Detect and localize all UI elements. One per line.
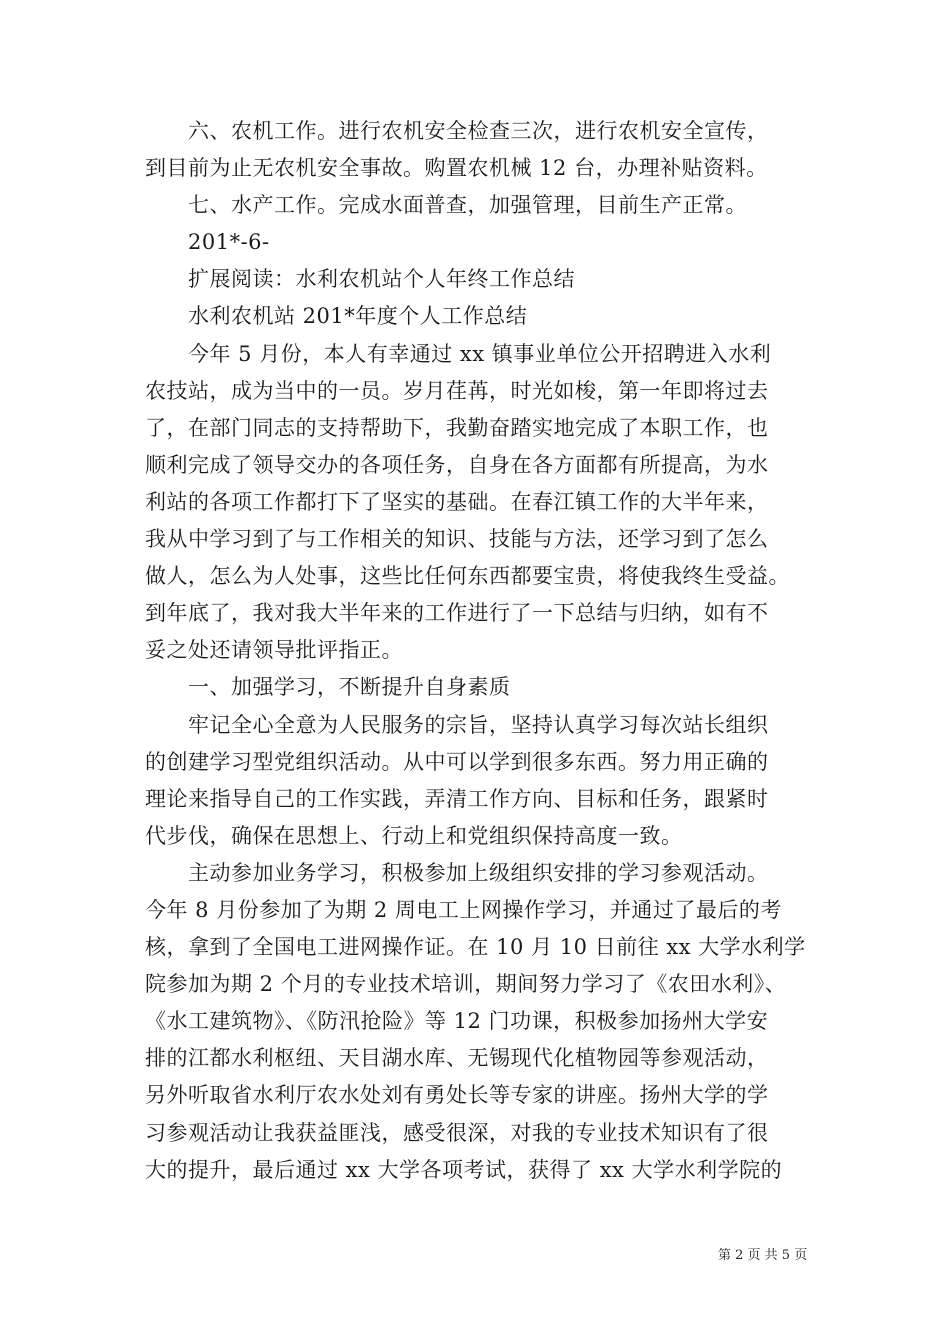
text-line: 理论来指导自己的工作实践，弄清工作方向、目标和任务，跟紧时 — [145, 786, 769, 811]
text-line: 牢记全心全意为人民服务的宗旨，坚持认真学习每次站长组织 — [145, 712, 769, 737]
text-line: 妥之处还请领导批评指正。 — [145, 638, 403, 663]
text-line: 我从中学习到了与工作相关的知识、技能与方法，还学习到了怎么 — [145, 527, 769, 552]
text-line: 做人，怎么为人处事，这些比任何东西都要宝贵，将使我终生受益。 — [145, 564, 790, 589]
text-line: 核，拿到了全国电工进网操作证。在 10 月 10 日前往 xx 大学水利学 — [145, 935, 806, 960]
text-line: 的创建学习型党组织活动。从中可以学到很多东西。努力用正确的 — [145, 749, 769, 774]
text-line: 习参观活动让我获益匪浅，感受很深，对我的专业技术知识有了很 — [145, 1120, 769, 1145]
text-line: 水利农机站 201*年度个人工作总结 — [145, 304, 528, 329]
text-line: 七、水产工作。完成水面普查，加强管理，目前生产正常。 — [145, 193, 747, 218]
text-line: 六、农机工作。进行农机安全检查三次，进行农机安全宣传， — [145, 119, 769, 143]
text-line: 今年 5 月份，本人有幸通过 xx 镇事业单位公开招聘进入水利 — [145, 341, 772, 366]
text-line: 大的提升，最后通过 xx 大学各项考试，获得了 xx 大学水利学院的 — [145, 1157, 783, 1182]
text-line: 今年 8 月份参加了为期 2 周电工上网操作学习，并通过了最后的考 — [145, 897, 782, 922]
text-line: 代步伐，确保在思想上、行动上和党组织保持高度一致。 — [145, 823, 683, 848]
text-line: 另外听取省水利厅农水处刘有勇处长等专家的讲座。扬州大学的学 — [145, 1083, 769, 1108]
text-line: 农技站，成为当中的一员。岁月荏苒，时光如梭，第一年即将过去 — [145, 378, 769, 403]
text-line: 扩展阅读：水利农机站个人年终工作总结 — [145, 267, 575, 292]
text-line: 了，在部门同志的支持帮助下，我勤奋踏实地完成了本职工作，也 — [145, 415, 769, 440]
text-line: 顺利完成了领导交办的各项任务，自身在各方面都有所提高，为水 — [145, 452, 769, 477]
text-line: 到目前为止无农机安全事故。购置农机械 12 台，办理补贴资料。 — [145, 156, 768, 181]
text-line: 到年底了，我对我大半年来的工作进行了一下总结与归纳，如有不 — [145, 601, 769, 626]
text-line: 排的江都水利枢纽、天目湖水库、无锡现代化植物园等参观活动， — [145, 1046, 769, 1071]
text-line: 一、加强学习，不断提升自身素质 — [145, 675, 511, 700]
text-line: 主动参加业务学习，积极参加上级组织安排的学习参观活动。 — [145, 860, 769, 885]
text-line: 利站的各项工作都打下了坚实的基础。在春江镇工作的大半年来， — [145, 489, 769, 514]
document-body — [145, 113, 810, 1189]
text-line: 《水工建筑物》、《防汛抢险》等 12 门功课，积极参加扬州大学安 — [145, 1009, 769, 1034]
text-line: 201*-6- — [145, 230, 270, 255]
text-line: 院参加为期 2 个月的专业技术培训，期间努力学习了《农田水利》、 — [145, 972, 787, 997]
page-number: 第 2 页 共 5 页 — [718, 1248, 808, 1263]
